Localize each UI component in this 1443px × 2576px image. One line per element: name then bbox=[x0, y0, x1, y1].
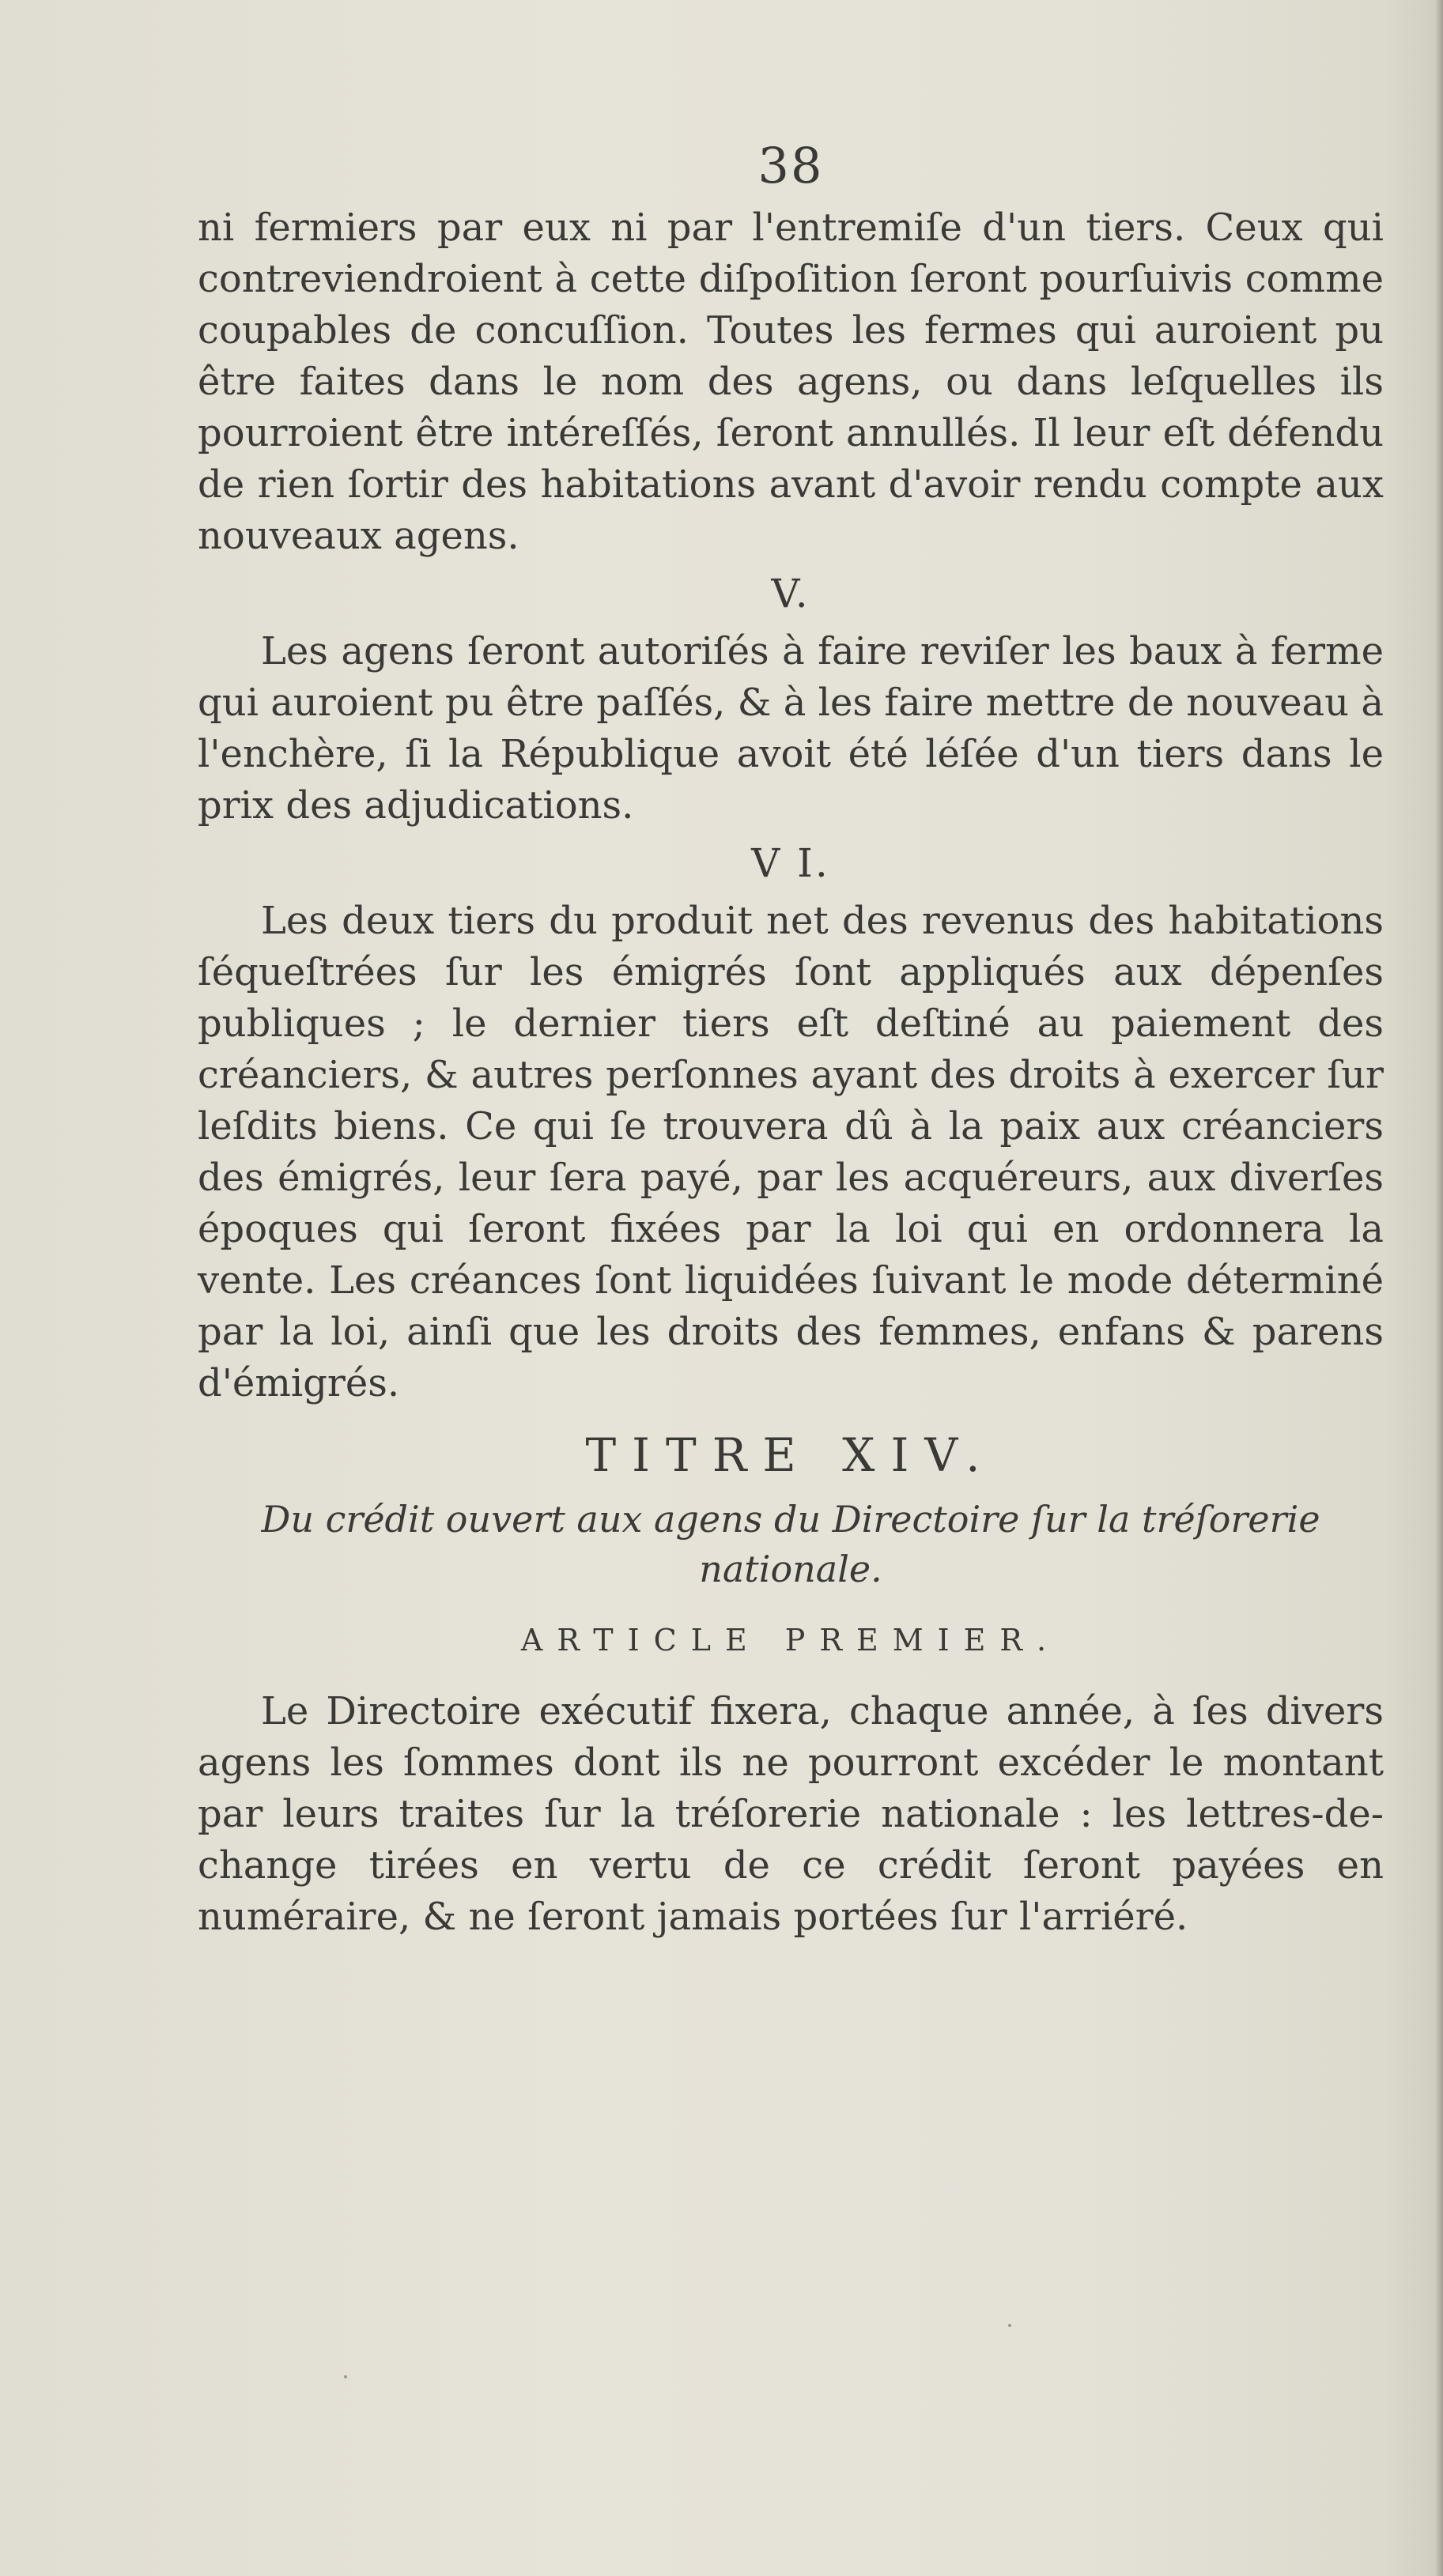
paper-speck bbox=[1008, 2324, 1011, 2327]
article-text: Le Directoire exécutif fixera, chaque année, à ſes divers agens les ſommes dont ils ne pourront excéder le montant par leurs traites ſur la tréſorerie nationale : les lettres-de-change tirées en vertu de ce crédit ſeront payées en numéraire, & ne ſeront jamais portées ſur l'arriéré. bbox=[198, 1689, 1384, 1939]
section-vi-text: Les deux tiers du produit net des revenus des habitations ſéqueſtrées ſur les émigrés ſont appliqués aux dépenſes publiques ; le dernier tiers eſt deſtiné au paiement des créanciers, & autres perſonnes ayant des droits à exercer ſur leſdits biens. Ce qui ſe trouvera dû à la paix aux créanciers des émigrés, leur ſera payé, par les acquéreurs, aux diverſes époques qui ſeront fixées par la loi qui en ordonnera la vente. Les créances ſont liquidées ſuivant le mode déterminé par la loi, ainſi que les droits des femmes, enfans & parens d'émigrés. bbox=[198, 899, 1384, 1405]
section-heading-v: V. bbox=[771, 571, 810, 617]
page-number: 38 bbox=[757, 137, 824, 194]
section-v-text: Les agens ſeront autoriſés à faire reviſer les baux à ferme qui auroient pu être paſſés, & à les faire mettre de nouveau à l'enchère, ſi la République avoit été léſée d'un tiers dans le prix des adjudications. bbox=[198, 629, 1384, 828]
page-text-block bbox=[198, 134, 1384, 1943]
title-heading: TITRE XIV. bbox=[585, 1428, 996, 1482]
article-heading: ARTICLE PREMIER. bbox=[520, 1623, 1061, 1658]
section-heading-vi: V I. bbox=[751, 840, 830, 886]
title-subtitle: Du crédit ouvert aux agens du Directoire ſur la tréſorerie nationale. bbox=[261, 1498, 1320, 1590]
paper-speck bbox=[344, 2375, 347, 2378]
page-edge-shadow bbox=[1435, 0, 1443, 2576]
paragraph-continued: ni fermiers par eux ni par l'entremiſe d'un tiers. Ceux qui contreviendroient à cette diſpoſition ſeront pourſuivis comme coupables de concuſſion. Toutes les fermes qui auroient pu être faites dans le nom des agens, ou dans leſquelles ils pourroient être intéreſſés, ſeront annullés. Il leur eſt défendu de rien ſortir des habitations avant d'avoir rendu compte aux nouveaux agens. bbox=[198, 206, 1384, 558]
